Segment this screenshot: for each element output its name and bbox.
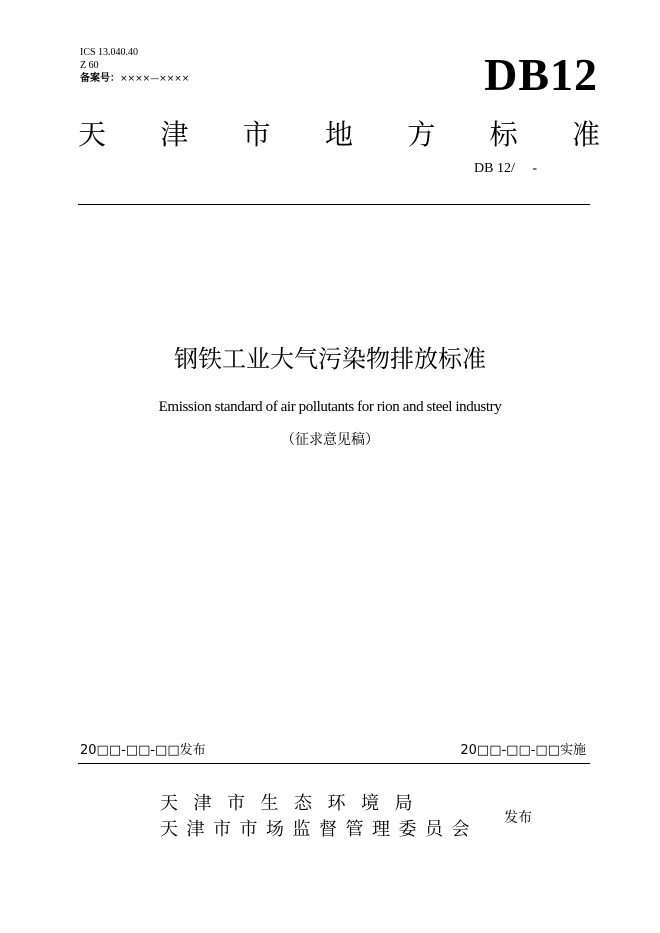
standard-title-char: 津 [160,118,189,151]
filing-number [80,72,189,86]
bottom-divider [78,763,590,764]
issue-date: 20□□-□□-□□发布 [80,743,206,758]
standard-title-char: 标 [489,118,518,151]
standard-title-char: 地 [324,118,353,151]
standard-title-char: 方 [407,118,436,151]
issuer-market-supervision: 天津市市场监督管理委员会 [160,819,478,840]
top-divider [78,204,590,205]
document-title-en: Emission standard of air pollutants for rion and steel industry [158,399,502,415]
issue-label: 发布 [504,810,532,826]
db-logo: DB12 [484,49,598,100]
ics-code: ICS 13.040.40 [80,47,139,58]
document-title-cn: 钢铁工业大气污染物排放标准 [174,345,486,373]
ccs-code: Z 60 [80,60,99,71]
implementation-date: 20□□-□□-□□实施 [460,743,586,758]
standard-number: DB 12/ - [474,161,537,176]
issuer-ecology-bureau: 天津市生态环境局 [160,793,428,814]
filing-value: ××××—×××× [120,74,190,84]
filing-label: 备案号： [80,73,120,84]
document-status: （征求意见稿） [281,432,379,448]
standard-title-char: 市 [242,118,271,151]
standard-title [78,112,600,158]
standard-title-char: 准 [571,118,600,151]
standard-title-char: 天 [78,118,107,151]
